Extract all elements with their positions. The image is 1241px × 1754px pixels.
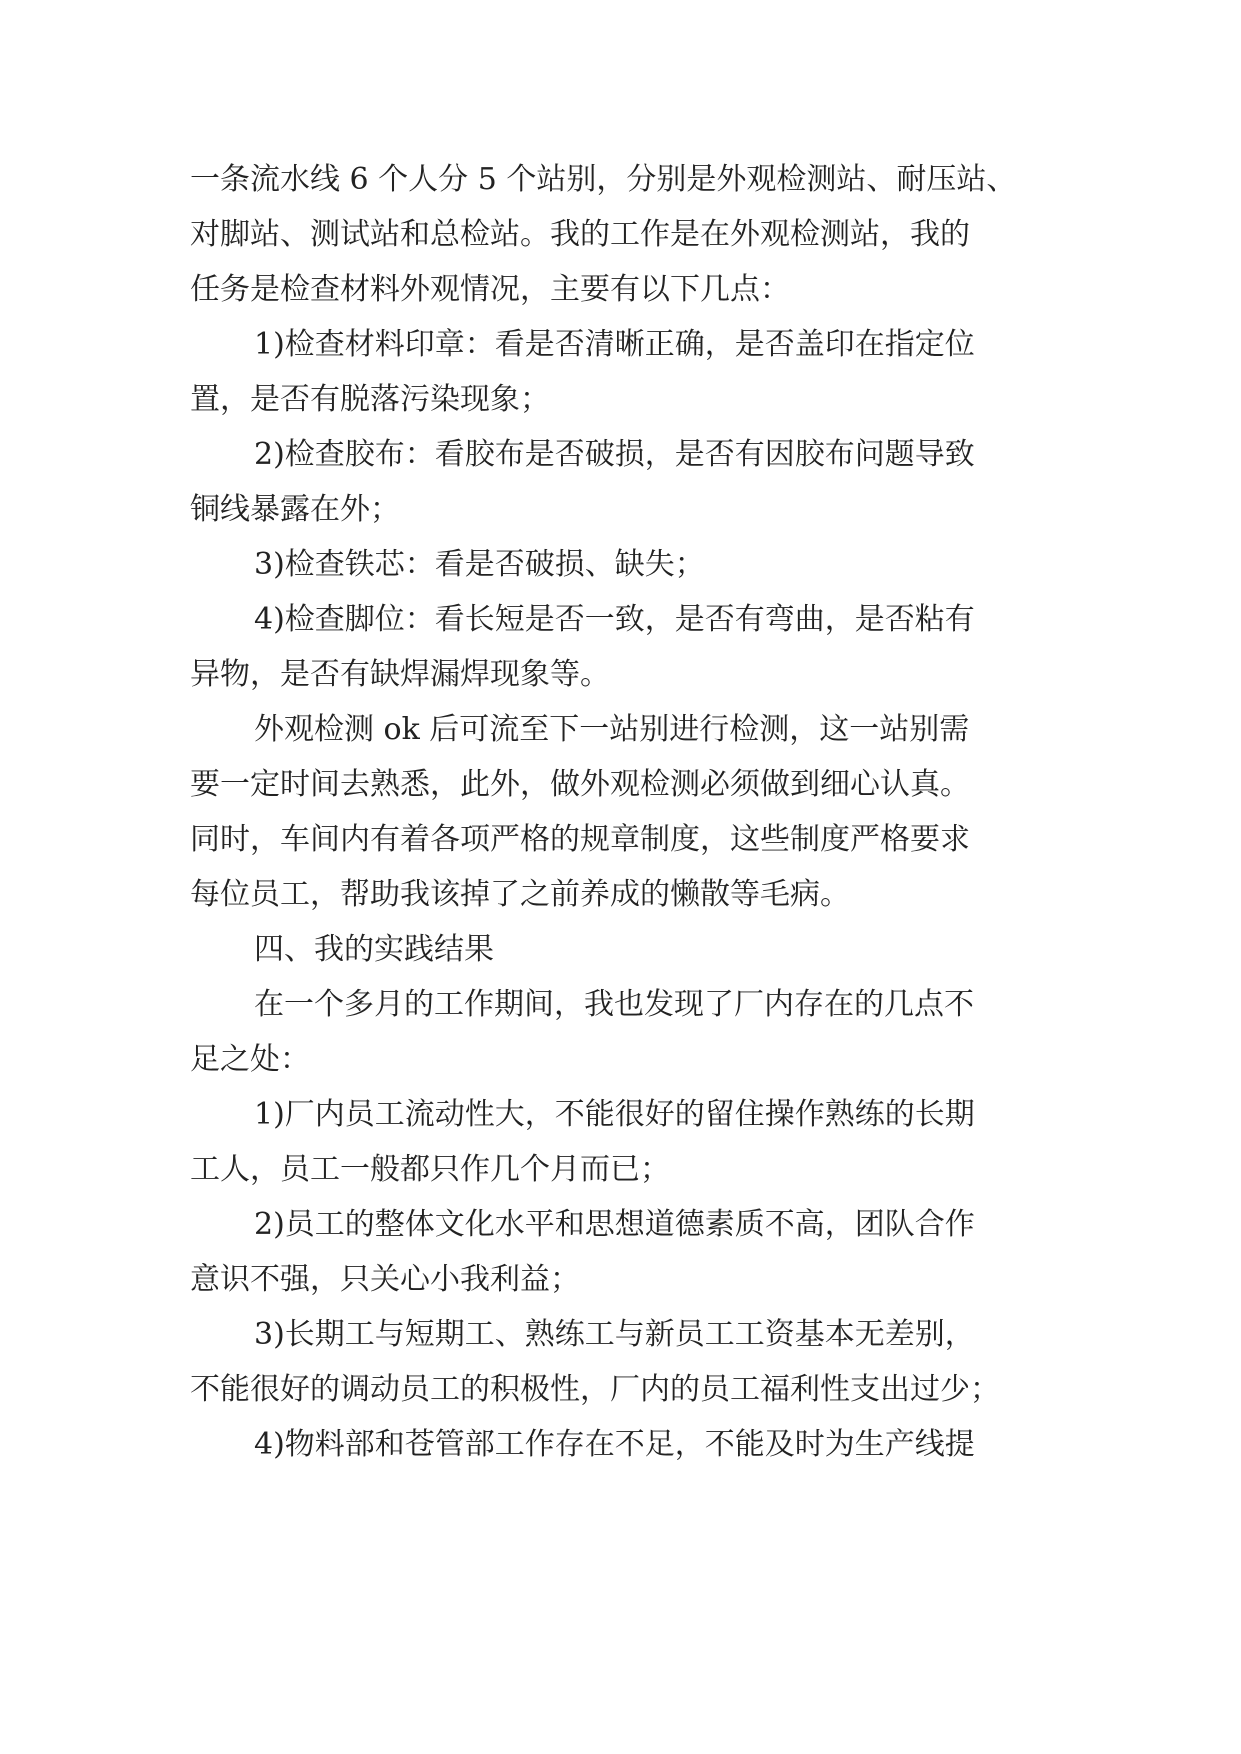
document-line: 2)检查胶布：看胶布是否破损，是否有因胶布问题导致: [254, 437, 975, 472]
document-line: 同时，车间内有着各项严格的规章制度，这些制度严格要求: [190, 822, 970, 857]
document-line: 铜线暴露在外；: [190, 492, 400, 527]
document-line: 4)检查脚位：看长短是否一致，是否有弯曲，是否粘有: [254, 602, 975, 637]
document-line: 异物，是否有缺焊漏焊现象等。: [190, 657, 610, 692]
document-line: 外观检测 ok 后可流至下一站别进行检测，这一站别需: [254, 712, 970, 747]
document-line: 要一定时间去熟悉，此外，做外观检测必须做到细心认真。: [190, 767, 970, 802]
document-body: [190, 152, 1060, 1472]
document-line: 四、我的实践结果: [254, 932, 494, 967]
document-line: 3)长期工与短期工、熟练工与新员工工资基本无差别，: [254, 1317, 975, 1352]
document-line: 1)检查材料印章：看是否清晰正确，是否盖印在指定位: [254, 327, 975, 362]
document-line: 在一个多月的工作期间，我也发现了厂内存在的几点不: [254, 987, 974, 1022]
document-line: 3)检查铁芯：看是否破损、缺失；: [254, 547, 705, 582]
document-line: 意识不强，只关心小我利益；: [190, 1262, 580, 1297]
document-line: 4)物料部和苍管部工作存在不足，不能及时为生产线提: [254, 1427, 975, 1462]
document-line: 不能很好的调动员工的积极性，厂内的员工福利性支出过少；: [190, 1372, 1000, 1407]
document-line: 1)厂内员工流动性大，不能很好的留住操作熟练的长期: [254, 1097, 975, 1132]
document-line: 任务是检查材料外观情况，主要有以下几点：: [190, 272, 790, 307]
document-line: 一条流水线 6 个人分 5 个站别，分别是外观检测站、耐压站、: [190, 162, 1017, 197]
document-line: 足之处：: [190, 1042, 310, 1077]
document-line: 对脚站、测试站和总检站。我的工作是在外观检测站，我的: [190, 217, 970, 252]
document-line: 2)员工的整体文化水平和思想道德素质不高，团队合作: [254, 1207, 975, 1242]
document-line: 置，是否有脱落污染现象；: [190, 382, 550, 417]
document-line: 工人，员工一般都只作几个月而已；: [190, 1152, 670, 1187]
document-line: 每位员工，帮助我该掉了之前养成的懒散等毛病。: [190, 877, 850, 912]
